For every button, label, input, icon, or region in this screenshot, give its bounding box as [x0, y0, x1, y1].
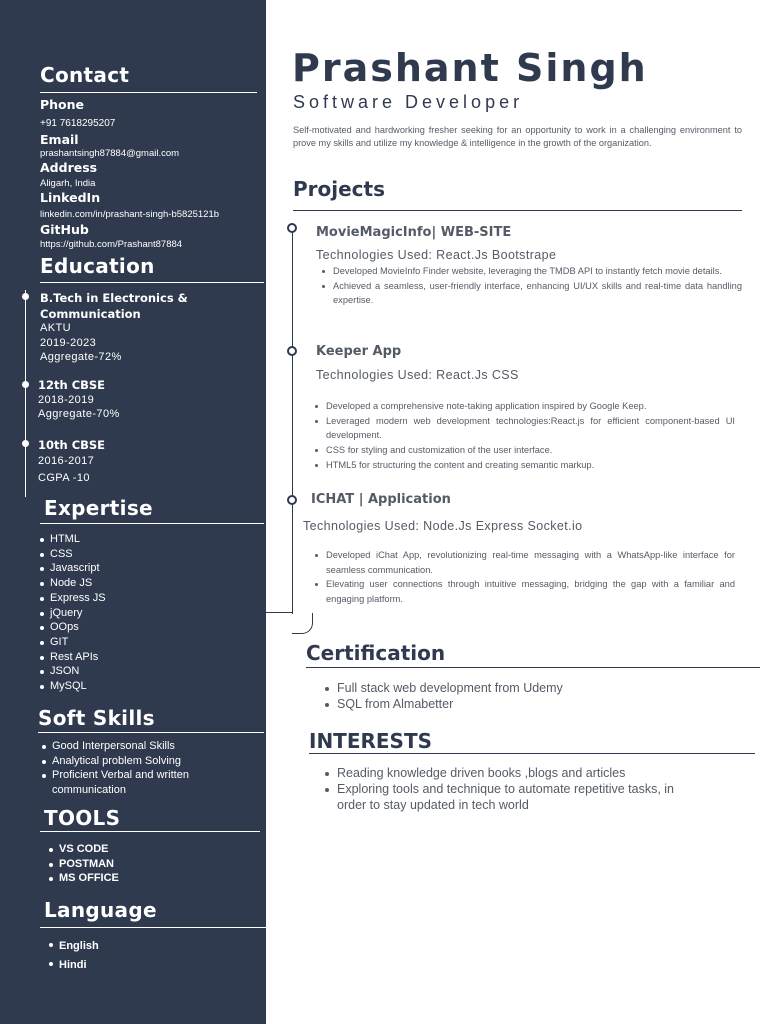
expertise-item: GIT [40, 635, 106, 650]
timeline-dot [22, 293, 29, 300]
project-bullets [309, 399, 735, 473]
interest-item: Exploring tools and technique to automate repetitive tasks, in order to stay updated in tech world [309, 781, 699, 813]
edu-years: 2019-2023 [40, 337, 97, 349]
soft-skill-item: Analytical problem Solving [42, 754, 242, 769]
edu-degree: B.Tech in Electronics & Communication [40, 291, 188, 321]
contact-heading: Contact [40, 63, 130, 87]
project-tech: Technologies Used: Node.Js Express Socket.io [303, 519, 583, 533]
language-item: English [49, 937, 99, 956]
project-bullet: Developed a comprehensive note-taking application inspired by Google Keep. [309, 399, 735, 414]
certification-list [309, 680, 749, 712]
soft-skills-list [42, 739, 242, 798]
project-bullet: Achieved a seamless, user-friendly interface, enhancing UI/UX skills and real-time data handling expertise. [316, 279, 742, 308]
tools-list [49, 842, 119, 886]
interests-divider [309, 753, 755, 754]
interests-list [309, 765, 699, 813]
linkedin-value[interactable]: linkedin.com/in/prashant-singh-b5825121b [40, 209, 220, 220]
project-bullet: Leveraged modern web development technologies:React.js for efficient component-based UI development. [309, 414, 735, 443]
expertise-item: Javascript [40, 561, 106, 576]
language-list [49, 937, 99, 975]
edu-degree: 12th CBSE [38, 378, 106, 392]
certification-divider [306, 667, 760, 668]
expertise-item: Rest APIs [40, 650, 106, 665]
project-bullet: CSS for styling and customization of the user interface. [309, 443, 735, 458]
edu-score: CGPA -10 [38, 472, 90, 484]
projects-heading: Projects [293, 177, 386, 201]
project-bullet: HTML5 for structuring the content and creating semantic markup. [309, 458, 735, 473]
expertise-item: jQuery [40, 606, 106, 621]
projects-divider [293, 210, 742, 211]
timeline-dot [22, 440, 29, 447]
interest-item: Reading knowledge driven books ,blogs and articles [309, 765, 699, 781]
project-tech: Technologies Used: React.Js CSS [316, 368, 519, 382]
linkedin-label: LinkedIn [40, 190, 101, 205]
expertise-item: HTML [40, 532, 106, 547]
expertise-item: CSS [40, 547, 106, 562]
tool-item: POSTMAN [49, 857, 119, 872]
timeline-node [287, 495, 297, 505]
address-label: Address [40, 160, 98, 175]
sidebar [0, 0, 266, 1024]
certification-item: Full stack web development from Udemy [309, 680, 749, 696]
job-title: Software Developer [293, 92, 524, 112]
tools-heading: TOOLS [44, 806, 121, 830]
timeline-node [287, 223, 297, 233]
project-bullet: Elevating user connections through intuitive messaging, bridging the gap with a familiar and engaging platform. [309, 577, 735, 606]
project-tech: Technologies Used: React.Js Bootstrape [316, 248, 557, 262]
language-item: Hindi [49, 956, 99, 975]
language-divider [40, 927, 266, 928]
edu-years: 2018-2019 [38, 394, 95, 406]
tool-item: MS OFFICE [49, 871, 119, 886]
project-title: Keeper App [316, 344, 402, 359]
timeline-node [287, 346, 297, 356]
edu-degree: 10th CBSE [38, 438, 106, 452]
contact-divider [40, 92, 257, 93]
email-value[interactable]: prashantsingh87884@gmail.com [40, 148, 180, 159]
expertise-item: JSON [40, 664, 106, 679]
phone-label: Phone [40, 97, 85, 112]
github-value[interactable]: https://github.com/Prashant87884 [40, 239, 183, 250]
language-heading: Language [44, 898, 157, 922]
profile-summary: Self-motivated and hardworking fresher seeking for an opportunity to work in a challenging environment to prove my skills and utilize my knowledge & intelligence in the growth of the organization. [293, 125, 742, 148]
certification-heading: Certification [306, 641, 446, 665]
expertise-item: OOps [40, 620, 106, 635]
project-title: MovieMagicInfo| WEB-SITE [316, 225, 512, 240]
phone-value: +91 7618295207 [40, 118, 116, 129]
candidate-name: Prashant Singh [292, 46, 648, 90]
expertise-list [40, 532, 106, 694]
edu-score: Aggregate-72% [40, 351, 122, 363]
expertise-item: Node JS [40, 576, 106, 591]
certification-item: SQL from Almabetter [309, 696, 749, 712]
education-heading: Education [40, 254, 155, 278]
soft-skill-item: Good Interpersonal Skills [42, 739, 242, 754]
github-label: GitHub [40, 222, 89, 237]
expertise-divider [40, 523, 264, 524]
project-bullet: Developed iChat App, revolutionizing real-time messaging with a WhatsApp-like interface for seamless communication. [309, 548, 735, 577]
interests-heading: INTERESTS [309, 729, 432, 753]
tools-divider [40, 831, 260, 832]
project-bullets [309, 548, 735, 607]
soft-skills-divider [38, 732, 264, 733]
email-label: Email [40, 132, 79, 147]
soft-skills-heading: Soft Skills [38, 706, 155, 730]
tool-item: VS CODE [49, 842, 119, 857]
expertise-item: Express JS [40, 591, 106, 606]
education-divider [40, 282, 264, 283]
timeline-dot [22, 381, 29, 388]
edu-years: 2016-2017 [38, 455, 95, 467]
project-bullets [316, 264, 742, 308]
edu-institute: AKTU [40, 322, 71, 334]
edu-score: Aggregate-70% [38, 408, 120, 420]
address-value: Aligarh, India [40, 178, 96, 189]
expertise-item: MySQL [40, 679, 106, 694]
projects-timeline [292, 230, 293, 614]
timeline-connector [266, 612, 293, 613]
education-timeline [25, 290, 26, 497]
project-bullet: Developed MovieInfo Finder website, leveraging the TMDB API to instantly fetch movie details. [316, 264, 742, 279]
expertise-heading: Expertise [44, 496, 153, 520]
soft-skill-item: Proficient Verbal and written communication [42, 768, 242, 797]
project-title: ICHAT | Application [311, 492, 451, 507]
